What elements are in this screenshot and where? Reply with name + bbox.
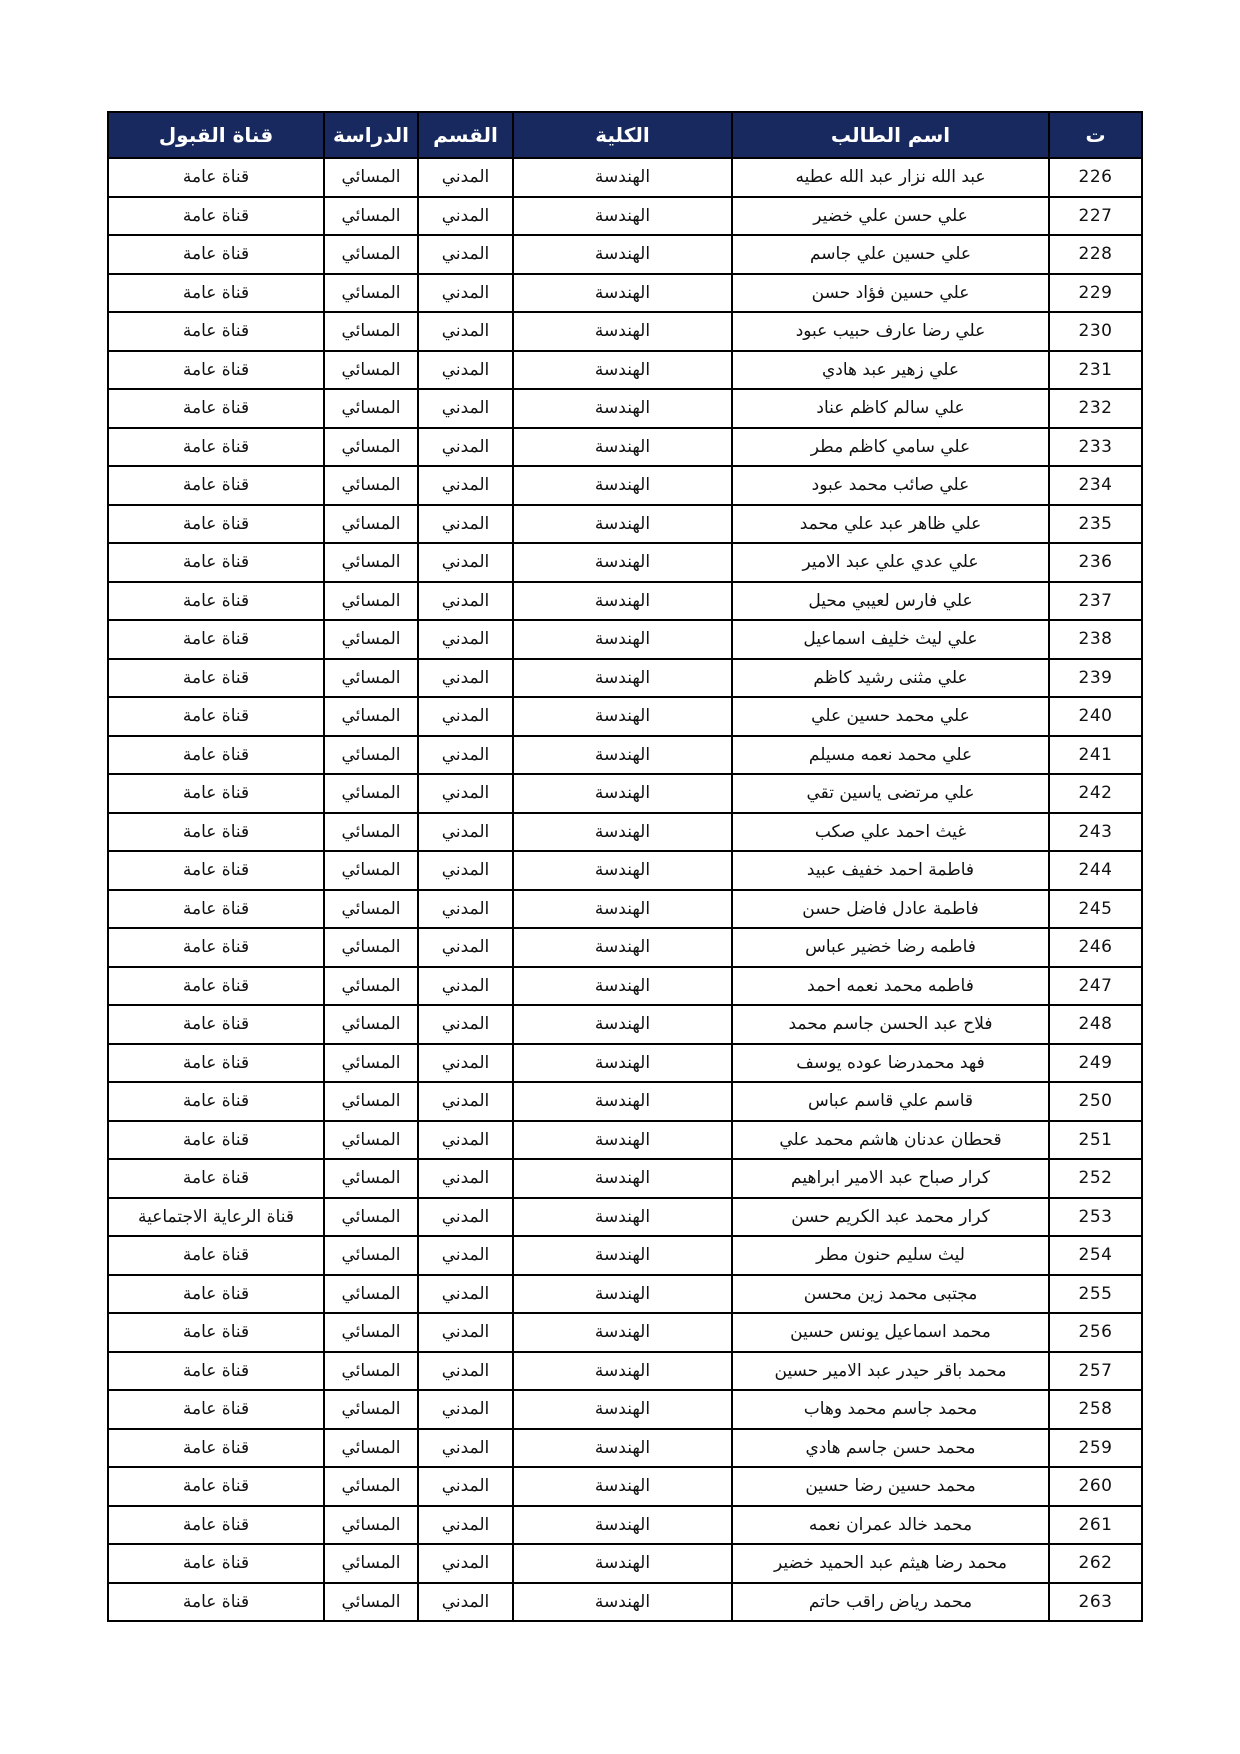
- cell-name: مجتبى محمد زين محسن: [732, 1275, 1049, 1314]
- cell-college: الهندسة: [513, 197, 732, 236]
- cell-channel: قناة عامة: [108, 659, 324, 698]
- cell-college: الهندسة: [513, 158, 732, 197]
- cell-name: علي حسين فؤاد حسن: [732, 274, 1049, 313]
- cell-study: المسائي: [324, 543, 418, 582]
- cell-college: الهندسة: [513, 1583, 732, 1622]
- cell-channel: قناة عامة: [108, 1236, 324, 1275]
- cell-channel: قناة عامة: [108, 389, 324, 428]
- cell-department: المدني: [418, 1313, 513, 1352]
- table-row: [108, 697, 1142, 736]
- cell-department: المدني: [418, 1544, 513, 1583]
- cell-department: المدني: [418, 1583, 513, 1622]
- cell-college: الهندسة: [513, 582, 732, 621]
- table-row: [108, 235, 1142, 274]
- cell-department: المدني: [418, 774, 513, 813]
- table-row: [108, 274, 1142, 313]
- cell-index: 226: [1049, 158, 1142, 197]
- cell-channel: قناة عامة: [108, 851, 324, 890]
- cell-channel: قناة عامة: [108, 1313, 324, 1352]
- cell-college: الهندسة: [513, 1198, 732, 1237]
- table-row: [108, 1005, 1142, 1044]
- cell-name: فاطمة احمد خفيف عبيد: [732, 851, 1049, 890]
- cell-department: المدني: [418, 620, 513, 659]
- cell-college: الهندسة: [513, 1390, 732, 1429]
- cell-index: 238: [1049, 620, 1142, 659]
- cell-name: محمد رياض راقب حاتم: [732, 1583, 1049, 1622]
- cell-college: الهندسة: [513, 1544, 732, 1583]
- cell-study: المسائي: [324, 351, 418, 390]
- cell-college: الهندسة: [513, 1121, 732, 1160]
- cell-index: 251: [1049, 1121, 1142, 1160]
- table-row: [108, 1082, 1142, 1121]
- cell-college: الهندسة: [513, 774, 732, 813]
- cell-channel: قناة عامة: [108, 1159, 324, 1198]
- cell-name: علي سالم كاظم عناد: [732, 389, 1049, 428]
- cell-college: الهندسة: [513, 967, 732, 1006]
- table-row: [108, 851, 1142, 890]
- cell-index: 252: [1049, 1159, 1142, 1198]
- cell-college: الهندسة: [513, 505, 732, 544]
- cell-name: محمد حسين رضا حسين: [732, 1467, 1049, 1506]
- cell-study: المسائي: [324, 659, 418, 698]
- cell-study: المسائي: [324, 1429, 418, 1468]
- table-row: [108, 505, 1142, 544]
- cell-index: 244: [1049, 851, 1142, 890]
- cell-study: المسائي: [324, 890, 418, 929]
- cell-channel: قناة عامة: [108, 197, 324, 236]
- cell-index: 231: [1049, 351, 1142, 390]
- cell-study: المسائي: [324, 736, 418, 775]
- cell-college: الهندسة: [513, 351, 732, 390]
- cell-name: فهد محمدرضا عوده يوسف: [732, 1044, 1049, 1083]
- cell-department: المدني: [418, 1198, 513, 1237]
- cell-name: فاطمه محمد نعمه احمد: [732, 967, 1049, 1006]
- table-row: [108, 1275, 1142, 1314]
- cell-college: الهندسة: [513, 928, 732, 967]
- cell-channel: قناة الرعاية الاجتماعية: [108, 1198, 324, 1237]
- cell-channel: قناة عامة: [108, 928, 324, 967]
- cell-study: المسائي: [324, 697, 418, 736]
- cell-channel: قناة عامة: [108, 158, 324, 197]
- table-row: [108, 890, 1142, 929]
- cell-college: الهندسة: [513, 1506, 732, 1545]
- cell-department: المدني: [418, 1429, 513, 1468]
- cell-department: المدني: [418, 1159, 513, 1198]
- cell-index: 242: [1049, 774, 1142, 813]
- table-row: [108, 967, 1142, 1006]
- cell-college: الهندسة: [513, 1082, 732, 1121]
- cell-college: الهندسة: [513, 659, 732, 698]
- students-table: [107, 111, 1143, 1622]
- table-row: [108, 312, 1142, 351]
- table-row: [108, 1352, 1142, 1391]
- cell-study: المسائي: [324, 1159, 418, 1198]
- cell-college: الهندسة: [513, 736, 732, 775]
- cell-index: 230: [1049, 312, 1142, 351]
- table-row: [108, 428, 1142, 467]
- cell-channel: قناة عامة: [108, 697, 324, 736]
- cell-channel: قناة عامة: [108, 312, 324, 351]
- cell-department: المدني: [418, 1236, 513, 1275]
- cell-channel: قناة عامة: [108, 1467, 324, 1506]
- cell-index: 245: [1049, 890, 1142, 929]
- cell-department: المدني: [418, 428, 513, 467]
- cell-name: كرار صباح عبد الامير ابراهيم: [732, 1159, 1049, 1198]
- cell-department: المدني: [418, 1506, 513, 1545]
- table-header-row: [108, 112, 1142, 158]
- cell-index: 243: [1049, 813, 1142, 852]
- table-row: [108, 1236, 1142, 1275]
- cell-channel: قناة عامة: [108, 967, 324, 1006]
- cell-index: 227: [1049, 197, 1142, 236]
- table-row: [108, 620, 1142, 659]
- cell-channel: قناة عامة: [108, 505, 324, 544]
- cell-department: المدني: [418, 1275, 513, 1314]
- cell-channel: قناة عامة: [108, 620, 324, 659]
- cell-index: 258: [1049, 1390, 1142, 1429]
- cell-study: المسائي: [324, 1236, 418, 1275]
- cell-study: المسائي: [324, 1313, 418, 1352]
- header-cell-channel: قناة القبول: [108, 112, 324, 158]
- cell-name: علي حسن علي خضير: [732, 197, 1049, 236]
- cell-department: المدني: [418, 928, 513, 967]
- cell-department: المدني: [418, 1044, 513, 1083]
- cell-college: الهندسة: [513, 1352, 732, 1391]
- cell-study: المسائي: [324, 1275, 418, 1314]
- cell-channel: قناة عامة: [108, 1429, 324, 1468]
- table-row: [108, 1544, 1142, 1583]
- cell-name: علي فارس لعيبي محيل: [732, 582, 1049, 621]
- cell-study: المسائي: [324, 1198, 418, 1237]
- cell-college: الهندسة: [513, 312, 732, 351]
- cell-name: علي حسين علي جاسم: [732, 235, 1049, 274]
- cell-name: محمد جاسم محمد وهاب: [732, 1390, 1049, 1429]
- cell-study: المسائي: [324, 428, 418, 467]
- cell-department: المدني: [418, 235, 513, 274]
- table-row: [108, 1198, 1142, 1237]
- cell-college: الهندسة: [513, 1044, 732, 1083]
- cell-department: المدني: [418, 1082, 513, 1121]
- cell-study: المسائي: [324, 158, 418, 197]
- table-row: [108, 1429, 1142, 1468]
- cell-channel: قناة عامة: [108, 1005, 324, 1044]
- cell-channel: قناة عامة: [108, 351, 324, 390]
- cell-department: المدني: [418, 851, 513, 890]
- cell-name: علي صائب محمد عبود: [732, 466, 1049, 505]
- cell-department: المدني: [418, 543, 513, 582]
- cell-channel: قناة عامة: [108, 1044, 324, 1083]
- cell-name: غيث احمد علي صكب: [732, 813, 1049, 852]
- cell-channel: قناة عامة: [108, 1121, 324, 1160]
- cell-index: 239: [1049, 659, 1142, 698]
- cell-channel: قناة عامة: [108, 1544, 324, 1583]
- cell-index: 247: [1049, 967, 1142, 1006]
- cell-name: فاطمه رضا خضير عباس: [732, 928, 1049, 967]
- cell-department: المدني: [418, 505, 513, 544]
- cell-name: علي عدي علي عبد الامير: [732, 543, 1049, 582]
- table-row: [108, 543, 1142, 582]
- cell-college: الهندسة: [513, 543, 732, 582]
- cell-study: المسائي: [324, 1005, 418, 1044]
- cell-index: 263: [1049, 1583, 1142, 1622]
- cell-channel: قناة عامة: [108, 543, 324, 582]
- header-cell-study: الدراسة: [324, 112, 418, 158]
- cell-study: المسائي: [324, 774, 418, 813]
- cell-index: 249: [1049, 1044, 1142, 1083]
- cell-index: 235: [1049, 505, 1142, 544]
- cell-study: المسائي: [324, 967, 418, 1006]
- cell-college: الهندسة: [513, 1005, 732, 1044]
- cell-college: الهندسة: [513, 235, 732, 274]
- cell-channel: قناة عامة: [108, 1506, 324, 1545]
- cell-department: المدني: [418, 466, 513, 505]
- cell-channel: قناة عامة: [108, 1390, 324, 1429]
- cell-study: المسائي: [324, 312, 418, 351]
- table-row: [108, 774, 1142, 813]
- cell-channel: قناة عامة: [108, 1352, 324, 1391]
- cell-study: المسائي: [324, 1082, 418, 1121]
- cell-name: علي محمد حسين علي: [732, 697, 1049, 736]
- cell-name: علي مرتضى ياسين تقي: [732, 774, 1049, 813]
- cell-name: علي ليث خليف اسماعيل: [732, 620, 1049, 659]
- cell-index: 237: [1049, 582, 1142, 621]
- cell-index: 256: [1049, 1313, 1142, 1352]
- table-row: [108, 1583, 1142, 1622]
- cell-department: المدني: [418, 890, 513, 929]
- cell-channel: قناة عامة: [108, 736, 324, 775]
- table-row: [108, 389, 1142, 428]
- cell-department: المدني: [418, 197, 513, 236]
- cell-college: الهندسة: [513, 428, 732, 467]
- cell-study: المسائي: [324, 466, 418, 505]
- cell-study: المسائي: [324, 1467, 418, 1506]
- cell-channel: قناة عامة: [108, 890, 324, 929]
- cell-name: محمد خالد عمران نعمه: [732, 1506, 1049, 1545]
- cell-study: المسائي: [324, 1506, 418, 1545]
- cell-study: المسائي: [324, 582, 418, 621]
- table-body: [108, 158, 1142, 1621]
- cell-name: علي سامي كاظم مطر: [732, 428, 1049, 467]
- cell-department: المدني: [418, 312, 513, 351]
- cell-department: المدني: [418, 274, 513, 313]
- cell-channel: قناة عامة: [108, 1082, 324, 1121]
- cell-index: 259: [1049, 1429, 1142, 1468]
- cell-study: المسائي: [324, 1544, 418, 1583]
- cell-name: فلاح عبد الحسن جاسم محمد: [732, 1005, 1049, 1044]
- cell-college: الهندسة: [513, 1275, 732, 1314]
- cell-department: المدني: [418, 1005, 513, 1044]
- cell-name: محمد اسماعيل يونس حسين: [732, 1313, 1049, 1352]
- cell-college: الهندسة: [513, 1236, 732, 1275]
- cell-study: المسائي: [324, 813, 418, 852]
- table-row: [108, 158, 1142, 197]
- cell-college: الهندسة: [513, 851, 732, 890]
- cell-name: محمد رضا هيثم عبد الحميد خضير: [732, 1544, 1049, 1583]
- header-cell-college: الكلية: [513, 112, 732, 158]
- cell-channel: قناة عامة: [108, 813, 324, 852]
- cell-name: محمد باقر حيدر عبد الامير حسين: [732, 1352, 1049, 1391]
- table-row: [108, 1390, 1142, 1429]
- cell-department: المدني: [418, 582, 513, 621]
- cell-college: الهندسة: [513, 813, 732, 852]
- cell-college: الهندسة: [513, 389, 732, 428]
- cell-department: المدني: [418, 1390, 513, 1429]
- cell-study: المسائي: [324, 1121, 418, 1160]
- cell-name: قحطان عدنان هاشم محمد علي: [732, 1121, 1049, 1160]
- cell-name: علي رضا عارف حبيب عبود: [732, 312, 1049, 351]
- cell-index: 257: [1049, 1352, 1142, 1391]
- table-row: [108, 736, 1142, 775]
- cell-college: الهندسة: [513, 466, 732, 505]
- table-row: [108, 1506, 1142, 1545]
- cell-name: علي زهير عبد هادي: [732, 351, 1049, 390]
- cell-study: المسائي: [324, 620, 418, 659]
- cell-department: المدني: [418, 736, 513, 775]
- cell-index: 255: [1049, 1275, 1142, 1314]
- table-row: [108, 1467, 1142, 1506]
- cell-department: المدني: [418, 813, 513, 852]
- cell-name: كرار محمد عبد الكريم حسن: [732, 1198, 1049, 1237]
- cell-name: علي محمد نعمه مسيلم: [732, 736, 1049, 775]
- header-cell-name: اسم الطالب: [732, 112, 1049, 158]
- cell-index: 246: [1049, 928, 1142, 967]
- cell-channel: قناة عامة: [108, 582, 324, 621]
- cell-college: الهندسة: [513, 1429, 732, 1468]
- cell-department: المدني: [418, 351, 513, 390]
- cell-department: المدني: [418, 1352, 513, 1391]
- cell-name: محمد حسن جاسم هادي: [732, 1429, 1049, 1468]
- cell-index: 248: [1049, 1005, 1142, 1044]
- cell-study: المسائي: [324, 1583, 418, 1622]
- cell-name: ليث سليم حنون مطر: [732, 1236, 1049, 1275]
- cell-name: فاطمة عادل فاضل حسن: [732, 890, 1049, 929]
- cell-name: علي ظاهر عبد علي محمد: [732, 505, 1049, 544]
- header-cell-department: القسم: [418, 112, 513, 158]
- cell-channel: قناة عامة: [108, 466, 324, 505]
- cell-channel: قناة عامة: [108, 1275, 324, 1314]
- cell-channel: قناة عامة: [108, 274, 324, 313]
- cell-study: المسائي: [324, 505, 418, 544]
- cell-name: قاسم علي قاسم عباس: [732, 1082, 1049, 1121]
- cell-index: 250: [1049, 1082, 1142, 1121]
- cell-department: المدني: [418, 697, 513, 736]
- table-row: [108, 1121, 1142, 1160]
- cell-index: 234: [1049, 466, 1142, 505]
- table-row: [108, 928, 1142, 967]
- header-cell-index: ت: [1049, 112, 1142, 158]
- cell-college: الهندسة: [513, 1467, 732, 1506]
- table-row: [108, 813, 1142, 852]
- cell-channel: قناة عامة: [108, 774, 324, 813]
- cell-department: المدني: [418, 389, 513, 428]
- cell-study: المسائي: [324, 1044, 418, 1083]
- cell-index: 232: [1049, 389, 1142, 428]
- table-row: [108, 1044, 1142, 1083]
- cell-department: المدني: [418, 659, 513, 698]
- cell-index: 228: [1049, 235, 1142, 274]
- table-row: [108, 351, 1142, 390]
- cell-study: المسائي: [324, 235, 418, 274]
- table-row: [108, 582, 1142, 621]
- cell-channel: قناة عامة: [108, 1583, 324, 1622]
- cell-college: الهندسة: [513, 274, 732, 313]
- cell-study: المسائي: [324, 928, 418, 967]
- cell-college: الهندسة: [513, 620, 732, 659]
- table-row: [108, 1313, 1142, 1352]
- cell-index: 233: [1049, 428, 1142, 467]
- cell-index: 236: [1049, 543, 1142, 582]
- table-row: [108, 197, 1142, 236]
- cell-channel: قناة عامة: [108, 235, 324, 274]
- cell-index: 262: [1049, 1544, 1142, 1583]
- cell-index: 260: [1049, 1467, 1142, 1506]
- cell-index: 261: [1049, 1506, 1142, 1545]
- cell-college: الهندسة: [513, 1159, 732, 1198]
- cell-college: الهندسة: [513, 697, 732, 736]
- cell-index: 254: [1049, 1236, 1142, 1275]
- cell-channel: قناة عامة: [108, 428, 324, 467]
- cell-college: الهندسة: [513, 1313, 732, 1352]
- cell-study: المسائي: [324, 1390, 418, 1429]
- cell-college: الهندسة: [513, 890, 732, 929]
- cell-name: علي مثنى رشيد كاظم: [732, 659, 1049, 698]
- cell-study: المسائي: [324, 197, 418, 236]
- cell-index: 229: [1049, 274, 1142, 313]
- cell-name: عبد الله نزار عبد الله عطيه: [732, 158, 1049, 197]
- table-row: [108, 659, 1142, 698]
- cell-study: المسائي: [324, 851, 418, 890]
- cell-department: المدني: [418, 1121, 513, 1160]
- cell-department: المدني: [418, 967, 513, 1006]
- cell-index: 253: [1049, 1198, 1142, 1237]
- cell-index: 240: [1049, 697, 1142, 736]
- cell-index: 241: [1049, 736, 1142, 775]
- cell-study: المسائي: [324, 274, 418, 313]
- table-row: [108, 1159, 1142, 1198]
- cell-department: المدني: [418, 158, 513, 197]
- cell-study: المسائي: [324, 389, 418, 428]
- table-row: [108, 466, 1142, 505]
- cell-study: المسائي: [324, 1352, 418, 1391]
- cell-department: المدني: [418, 1467, 513, 1506]
